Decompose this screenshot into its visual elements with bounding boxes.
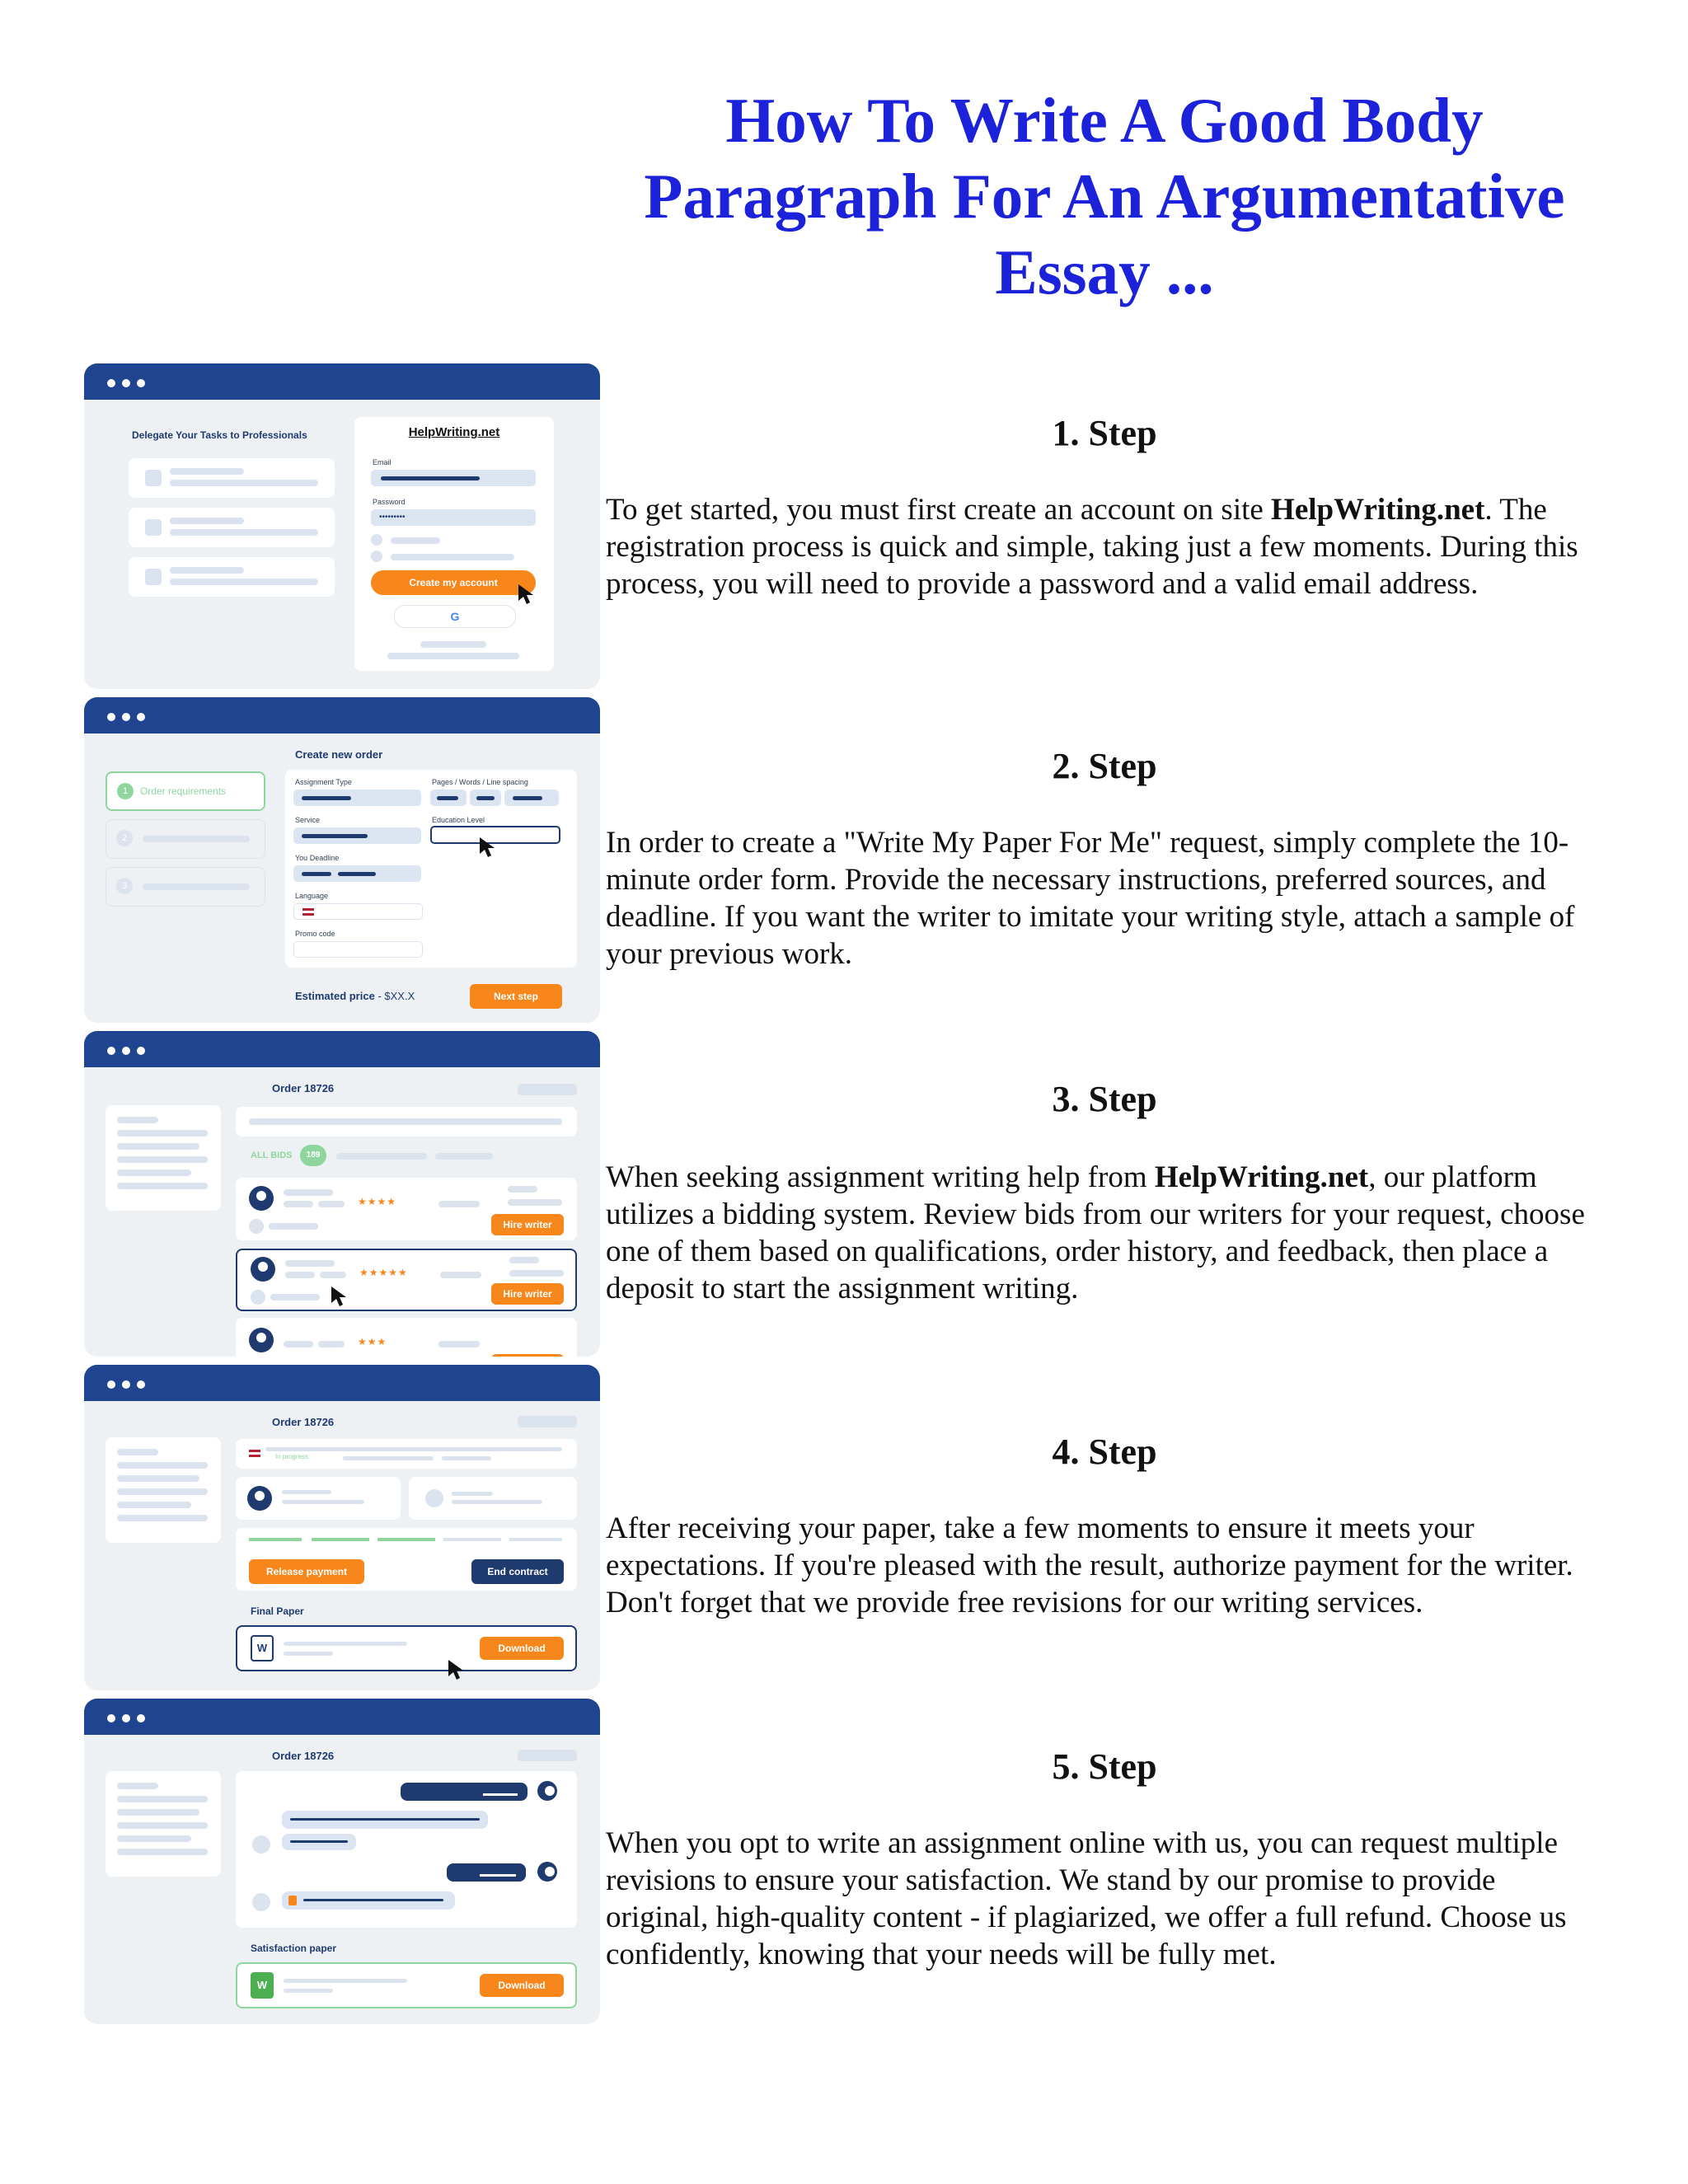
screenshot-bids — [84, 1031, 600, 1357]
spacing-select[interactable] — [504, 790, 559, 806]
window-dot-icon — [107, 1047, 115, 1055]
avatar — [252, 1893, 270, 1911]
screenshot-order-form — [84, 697, 600, 1023]
page-title: How To Write A Good Body Paragraph For An Argumentative Essay ... — [644, 85, 1565, 307]
chat-bubble-out — [447, 1863, 526, 1882]
us-flag-icon — [302, 908, 314, 916]
satisfaction-paper-label: Satisfaction paper — [251, 1943, 337, 1954]
avatar — [252, 1835, 270, 1854]
order-form: Assignment Type Pages / Words / Line spacing Service Education Level You Deadline Language Promo code — [285, 770, 577, 968]
document-icon: W — [251, 1635, 274, 1661]
chat-bubble-out — [401, 1783, 528, 1801]
step-title: 3. Step — [1052, 1079, 1157, 1119]
step-text: After receiving your paper, take a few moments to ensure it meets your expectations. If you're pleased with the result, authorize payment for the writer. Don't forget that we provide free revisions for our writing services. — [606, 1511, 1573, 1619]
deadline-field[interactable] — [293, 865, 421, 882]
step-text: In order to create a "Write My Paper For Me" request, simply complete the 10-minute order form. Provide the necessary instructions, preferred sources, and deadline. If you want the writer to imitate your writing style, attach a sample of your previous work. — [606, 826, 1575, 971]
window-dot-icon — [122, 1047, 130, 1055]
radio-icon[interactable] — [371, 551, 382, 562]
order-summary — [236, 1439, 577, 1469]
pages-stepper[interactable] — [430, 790, 467, 806]
step-title: 1. Step — [1052, 413, 1157, 453]
avatar — [537, 1781, 557, 1801]
writer-card — [236, 1477, 401, 1520]
rating-stars: ★★★ — [358, 1336, 387, 1347]
window-dot-icon — [122, 1714, 130, 1722]
download-button[interactable]: Download — [480, 1637, 564, 1660]
cursor-icon — [330, 1285, 349, 1308]
step-text: To get started, you must first create an account on site HelpWriting.net. The registration process is quick and simple, taking just a few moments. During this process, you will need to provide a password and a valid email address. — [606, 493, 1578, 601]
bids-count-badge: 189 — [300, 1145, 326, 1166]
promo-code-input[interactable] — [293, 941, 423, 958]
us-flag-icon — [249, 1450, 260, 1457]
window-dot-icon — [122, 379, 130, 387]
order-heading: Order 18726 — [272, 1082, 335, 1094]
window-dot-icon — [122, 1380, 130, 1389]
email-label: Email — [373, 458, 392, 466]
bid-card — [236, 1318, 577, 1357]
final-paper-file — [236, 1625, 577, 1671]
sidebar — [106, 1771, 221, 1877]
window-bar — [84, 363, 600, 400]
order-heading: Order 18726 — [272, 1416, 335, 1428]
cursor-icon — [478, 836, 498, 859]
final-paper-label: Final Paper — [251, 1605, 304, 1617]
step-text: When seeking assignment writing help from HelpWriting.net, our platform utilizes a bidding system. Review bids from our writers for your request, choose one of them based on qualifications, order history, and feedback, then place a deposit to start the assignment writing. — [606, 1160, 1585, 1305]
window-dot-icon — [137, 1714, 145, 1722]
task-item — [129, 508, 335, 547]
window-bar — [84, 1699, 600, 1735]
create-account-button[interactable]: Create my account — [371, 570, 536, 595]
avatar — [249, 1328, 274, 1352]
sidebar — [106, 1437, 221, 1543]
window-bar — [84, 697, 600, 733]
window-bar — [84, 1365, 600, 1401]
status-badge: In progress — [275, 1453, 309, 1460]
chat-bubble-in — [282, 1834, 356, 1850]
step-number-icon: 1 — [117, 783, 134, 799]
window-dot-icon — [107, 713, 115, 721]
step-title: 2. Step — [1052, 746, 1157, 786]
hire-writer-button[interactable] — [491, 1354, 564, 1357]
next-step-button[interactable]: Next step — [470, 984, 562, 1009]
chat-panel — [236, 1771, 577, 1928]
estimated-price: Estimated price - $XX.X — [295, 990, 415, 1002]
avatar — [249, 1186, 274, 1211]
order-heading: Order 18726 — [272, 1750, 335, 1762]
card-heading: Delegate Your Tasks to Professionals — [132, 429, 307, 441]
window-dot-icon — [137, 1380, 145, 1389]
step-3[interactable]: 3 — [106, 867, 265, 907]
step-2[interactable]: 2 — [106, 819, 265, 859]
google-icon[interactable]: G — [394, 605, 516, 628]
download-button[interactable]: Download — [480, 1974, 564, 1997]
window-bar — [84, 1031, 600, 1067]
file-icon — [288, 1896, 297, 1905]
satisfaction-paper-file — [236, 1962, 577, 2008]
screenshot-signup — [84, 363, 600, 689]
radio-icon[interactable] — [371, 534, 382, 546]
window-dot-icon — [137, 379, 145, 387]
step-text: When you opt to write an assignment online with us, you can request multiple revisions to ensure your satisfaction. We stand by our promise to provide original, high-quality content - if plagiarized, we offer a full refund. Choose us confidently, knowing that your needs will be fully met. — [606, 1826, 1567, 1971]
document-icon: W — [251, 1972, 274, 1999]
rating-stars: ★★★★★ — [359, 1267, 408, 1278]
release-payment-button[interactable]: Release payment — [249, 1559, 364, 1584]
brand-logo: HelpWriting.net — [408, 425, 500, 439]
screenshot-revisions — [84, 1699, 600, 2024]
avatar — [247, 1486, 272, 1511]
step-order-requirements[interactable]: 1 Order requirements — [106, 771, 265, 811]
chat-bubble-file — [282, 1891, 455, 1910]
service-select[interactable] — [293, 827, 421, 844]
password-label: Password — [373, 498, 406, 506]
cursor-icon — [517, 583, 537, 606]
window-dot-icon — [107, 1714, 115, 1722]
window-dot-icon — [137, 713, 145, 721]
order-summary — [236, 1107, 577, 1137]
chat-bubble-in — [282, 1811, 488, 1829]
window-dot-icon — [122, 713, 130, 721]
form-heading: Create new order — [295, 748, 383, 761]
end-contract-button[interactable]: End contract — [471, 1559, 564, 1584]
window-dot-icon — [107, 1380, 115, 1389]
payment-panel — [236, 1528, 577, 1591]
signup-form — [354, 417, 554, 671]
all-bids-label: ALL BIDS — [251, 1151, 293, 1160]
cursor-icon — [447, 1658, 467, 1681]
screenshot-payment — [84, 1365, 600, 1690]
step-title: 5. Step — [1052, 1746, 1157, 1787]
hire-writer-button[interactable]: Hire writer — [491, 1214, 564, 1235]
rating-stars: ★★★★ — [358, 1196, 397, 1207]
task-item — [129, 458, 335, 498]
words-field[interactable] — [470, 790, 501, 806]
bid-card — [236, 1178, 577, 1240]
task-item — [129, 557, 335, 597]
window-dot-icon — [107, 379, 115, 387]
avatar — [251, 1257, 275, 1282]
hire-writer-button[interactable]: Hire writer — [491, 1283, 564, 1305]
step-title: 4. Step — [1052, 1432, 1157, 1472]
password-field[interactable]: ••••••••• — [371, 509, 536, 526]
window-dot-icon — [137, 1047, 145, 1055]
support-card — [409, 1477, 577, 1520]
email-field[interactable] — [371, 470, 536, 486]
language-select[interactable] — [293, 903, 423, 920]
avatar — [537, 1862, 557, 1882]
bid-card-selected — [236, 1249, 577, 1311]
assignment-type-select[interactable] — [293, 790, 421, 806]
sidebar — [106, 1105, 221, 1211]
